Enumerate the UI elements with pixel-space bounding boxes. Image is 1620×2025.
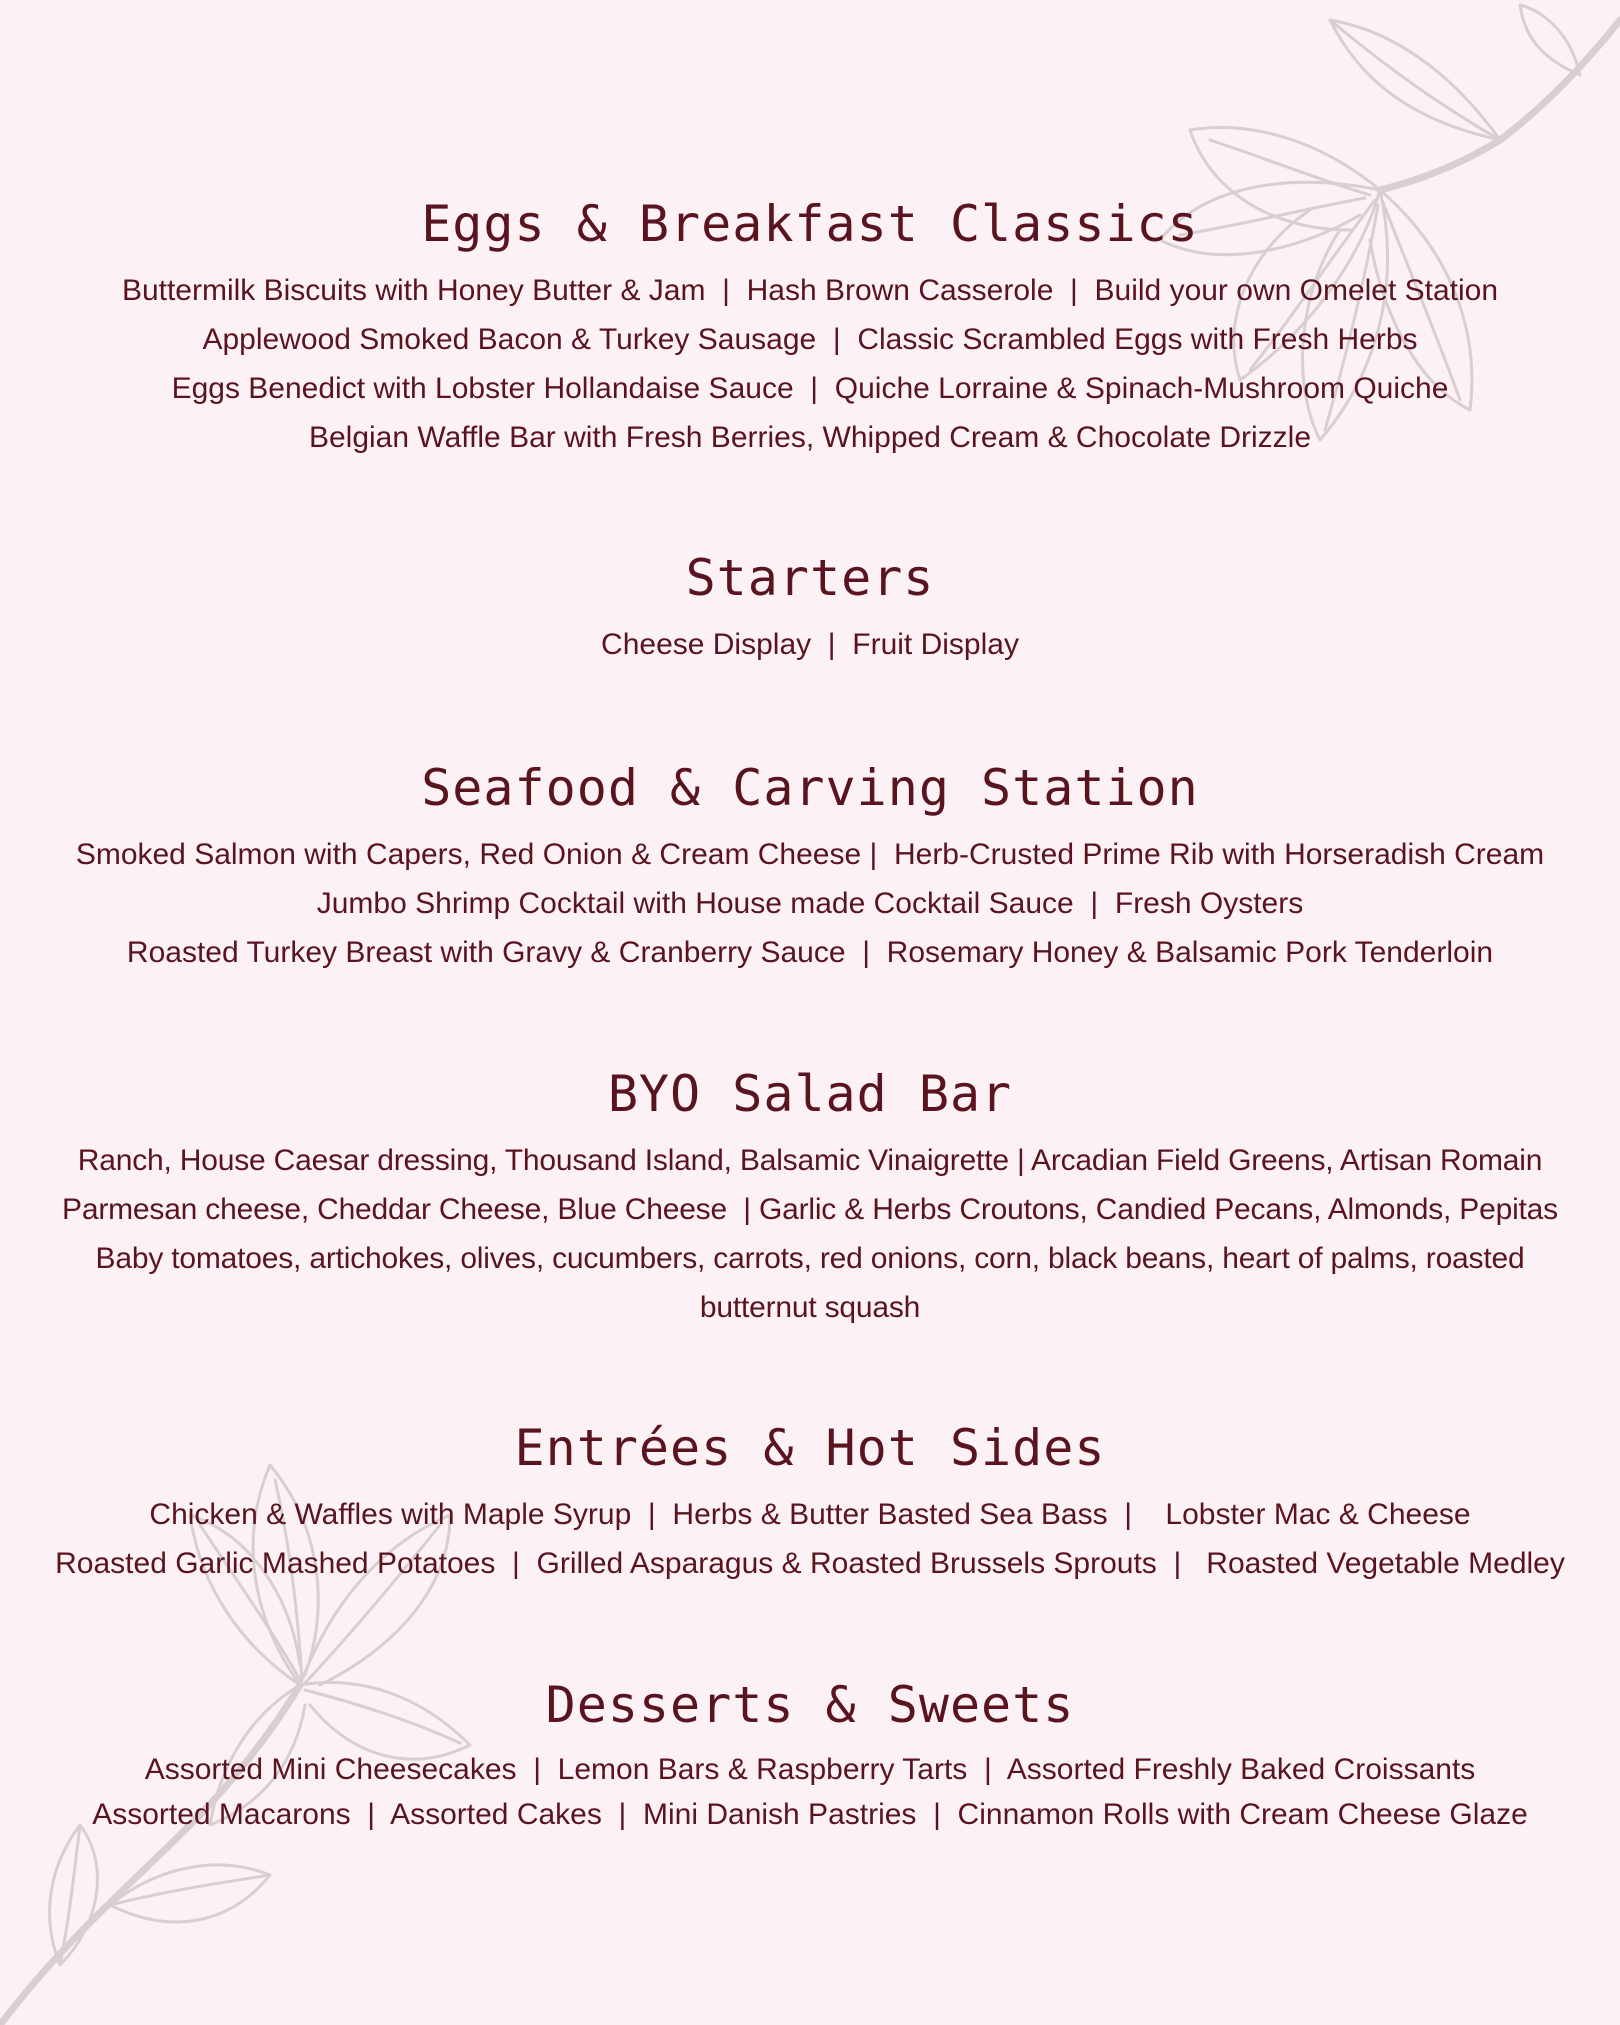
item-lines [20, 266, 1600, 462]
menu-line: Roasted Turkey Breast with Gravy & Cranberry Sauce | Rosemary Honey & Balsamic Pork Tenderloin [126, 936, 1494, 969]
menu-line: Assorted Macarons | Assorted Cakes | Mini Danish Pastries | Cinnamon Rolls with Cream Cheese Glaze [92, 1798, 1528, 1831]
menu-line: Buttermilk Biscuits with Honey Butter & Jam | Hash Brown Casserole | Build your own Omelet Station [121, 274, 1499, 307]
item-lines [20, 1490, 1600, 1588]
menu-line: Eggs Benedict with Lobster Hollandaise Sauce | Quiche Lorraine & Spinach-Mushroom Quiche [171, 372, 1449, 405]
item-lines [20, 1747, 1600, 1837]
section-title: BYO Salad Bar [607, 1065, 1013, 1123]
section-title: Seafood & Carving Station [421, 759, 1199, 817]
menu-line: Belgian Waffle Bar with Fresh Berries, Whipped Cream & Chocolate Drizzle [308, 421, 1312, 454]
section-starters [20, 548, 1600, 669]
menu-line: Roasted Garlic Mashed Potatoes | Grilled Asparagus & Roasted Brussels Sprouts | Roasted Vegetable Medley [55, 1547, 1565, 1580]
section-title: Desserts & Sweets [545, 1676, 1075, 1734]
section-desserts-sweets [20, 1675, 1600, 1837]
section-seafood-carving-station [20, 758, 1600, 977]
menu-line: Applewood Smoked Bacon & Turkey Sausage | Classic Scrambled Eggs with Fresh Herbs [202, 323, 1418, 356]
menu-line: Assorted Mini Cheesecakes | Lemon Bars & Raspberry Tarts | Assorted Freshly Baked Croissants [144, 1753, 1476, 1786]
section-entrees-hot-sides [20, 1418, 1600, 1588]
section-title: Eggs & Breakfast Classics [421, 195, 1199, 253]
menu-line: Ranch, House Caesar dressing, Thousand Island, Balsamic Vinaigrette | Arcadian Field Greens, Artisan Romain [77, 1144, 1543, 1177]
section-byo-salad-bar [20, 1064, 1600, 1332]
menu-line: Smoked Salmon with Capers, Red Onion & Cream Cheese | Herb-Crusted Prime Rib with Horseradish Cream [75, 838, 1545, 871]
menu-line: Baby tomatoes, artichokes, olives, cucumbers, carrots, red onions, corn, black beans, heart of palms, roasted [95, 1242, 1525, 1275]
section-eggs-breakfast-classics [20, 194, 1600, 462]
item-lines [20, 620, 1600, 669]
menu-line: Jumbo Shrimp Cocktail with House made Cocktail Sauce | Fresh Oysters [316, 887, 1304, 920]
section-title: Starters [685, 549, 935, 607]
section-title: Entrées & Hot Sides [514, 1419, 1106, 1477]
menu-line: Parmesan cheese, Cheddar Cheese, Blue Cheese | Garlic & Herbs Croutons, Candied Pecans, Almonds, Pepitas [62, 1193, 1558, 1226]
item-lines [20, 830, 1600, 977]
item-lines [20, 1136, 1600, 1332]
menu-line: Cheese Display | Fruit Display [601, 628, 1019, 661]
menu-line: butternut squash [699, 1291, 921, 1324]
menu-line: Chicken & Waffles with Maple Syrup | Herbs & Butter Basted Sea Bass | Lobster Mac & Cheese [149, 1498, 1471, 1531]
